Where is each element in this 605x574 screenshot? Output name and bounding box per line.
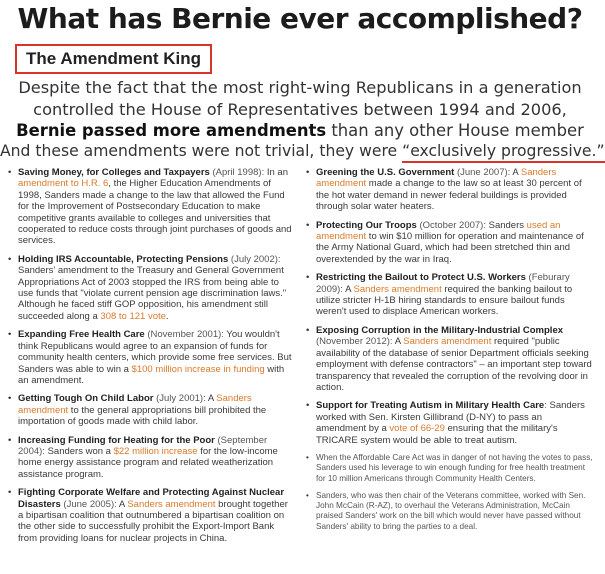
list-item — [8, 487, 295, 544]
list-item — [306, 167, 594, 213]
item-heading: Increasing Funding for Heating for the Poor — [18, 434, 215, 446]
item-text: Sanders worked with Sen. Kirsten Gillibrand (D-NY) to pass an amendment by a — [316, 400, 585, 435]
quote-close: .” — [591, 142, 605, 160]
item-link[interactable]: Sanders amendment — [403, 336, 492, 348]
item-text: made a change to the law so at least 30 percent of the hot water demand in newer federal buildings is provided through solar water heaters. — [316, 178, 582, 213]
bullet-icon: • — [306, 490, 309, 500]
item-text: A — [207, 393, 217, 405]
item-text: In an — [266, 167, 288, 178]
item-heading: Getting Tough On Child Labor — [18, 393, 154, 405]
bullet-icon: • — [306, 324, 310, 336]
item-text: A — [345, 283, 354, 295]
intro-line-4 — [0, 142, 605, 160]
item-link[interactable]: Sanders amendment — [353, 283, 442, 295]
bullet-icon: • — [306, 219, 310, 231]
list-item — [8, 435, 295, 481]
list-item — [306, 272, 594, 318]
item-text: Sanders won a — [47, 445, 114, 457]
item-text: required "public availability of the database of senior Department officials seeking employment with defense contractors" – an important step toward transparency that revealed the corruption of the revolving door in action. — [316, 336, 592, 393]
item-text: required the banking bailout to utilize stricter H-1B hiring standards to ensure bailout funds weren't used to displace American workers. — [316, 283, 573, 318]
list-item — [8, 329, 295, 386]
item-heading: Restricting the Bailout to Protect U.S. Workers — [316, 272, 526, 284]
item-heading: Expanding Free Health Care — [18, 329, 145, 341]
intro-line-3 — [0, 121, 600, 140]
item-date: (November 2012): — [316, 336, 395, 348]
item-link[interactable]: Sanders amendment — [127, 498, 216, 510]
item-text: with an amendment. — [18, 363, 285, 386]
list-item — [306, 325, 594, 393]
list-item — [306, 491, 594, 532]
intro-line-4-pre: And these amendments were not trivial, they were — [0, 142, 403, 160]
bullet-icon: • — [8, 329, 12, 341]
underlined-quote — [402, 142, 604, 163]
item-heading: Saving Money, for Colleges and Taxpayers — [18, 167, 210, 178]
item-date: (Feburary 2009): — [316, 272, 570, 295]
item-link[interactable]: Sanders amendment — [316, 167, 557, 190]
item-text: brought together a bipartisan coalition that outnumbered a bipartisan coalition on the other side to successfully prohibit the Export-Import Bank from providing loans for nuclear projects in China. — [18, 498, 288, 544]
item-text: A — [118, 498, 128, 510]
item-link[interactable]: vote of 66-29 — [389, 423, 445, 435]
item-text: ensuring that the military's TRICARE system would be able to treat autism. — [316, 423, 558, 446]
item-heading: Holding IRS Accountable, Protecting Pensions — [18, 253, 229, 265]
list-item — [306, 453, 594, 484]
quote-open: “ — [402, 142, 411, 160]
item-heading: Protecting Our Troops — [316, 219, 417, 231]
underlined-phrase: exclusively progressive — [410, 142, 592, 160]
page-title: What has Bernie ever accomplished? — [17, 2, 583, 35]
item-link[interactable]: Sanders amendment — [18, 393, 252, 416]
item-date: (October 2007): — [416, 219, 489, 231]
item-text: , the Higher Education Amendments of 1998, Sanders made a change to the law that allowed the Fund for the Improvement of Postsecondary Education to make competitive grants available to colleges and universities that cooperated to reduce costs through joint purchases of goods and services. — [18, 178, 292, 247]
item-date: (July 2002): — [228, 253, 281, 265]
bullet-icon: • — [306, 400, 310, 412]
item-text: Sanders' amendment to the Treasury and General Government Appropriations Act of 2003 stopped the IRS from being able to use funds that "violate current pension age discrimination laws." Although he faced stiff GOP opposition, his amendment still succeeded along a — [18, 265, 287, 322]
left-column — [8, 167, 295, 551]
right-column — [306, 167, 594, 539]
list-item — [8, 393, 295, 427]
bullet-icon: • — [8, 487, 12, 499]
item-text: to the general appropriations bill prohibited the importation of goods made with child labor. — [18, 404, 267, 428]
item-link[interactable]: 308 to 121 vote — [100, 310, 166, 322]
item-heading: Exposing Corruption in the Military-Industrial Complex — [316, 324, 564, 336]
item-text: Sanders — [488, 219, 527, 231]
item-link[interactable]: $22 million increase — [113, 445, 198, 457]
intro-bold-phrase: Bernie passed more amendments — [16, 121, 327, 140]
item-text: A — [394, 336, 404, 348]
item-date: (July 2001): — [153, 393, 208, 405]
item-date: (June 2007): — [454, 167, 513, 178]
bullet-icon: • — [306, 452, 309, 462]
item-heading: Greening the U.S. Government — [316, 167, 455, 178]
item-date: (June 2005): — [60, 498, 119, 510]
item-text: You wouldn't think Republicans would agree to an expansion of funds for community health centers, which provide some free services. But Sanders was able to win a — [18, 329, 292, 375]
list-item — [8, 167, 295, 247]
item-text: When the Affordable Care Act was in danger of not having the votes to pass, Sanders used his leverage to win enough funding for free health treatment for 10 million Americans through Community Health Centers. — [316, 452, 593, 483]
list-item — [306, 220, 594, 266]
item-link[interactable]: $100 million increase in funding — [131, 363, 265, 375]
item-date: : — [544, 400, 550, 412]
bullet-icon: • — [8, 393, 12, 405]
subtitle-boxed: The Amendment King — [15, 44, 212, 74]
bullet-icon: • — [8, 253, 12, 265]
item-link[interactable]: amendment to H.R. 6 — [18, 178, 109, 190]
list-item — [8, 254, 295, 322]
item-text: . — [165, 310, 169, 322]
list-item — [306, 400, 594, 446]
item-date: (April 1998): — [209, 167, 267, 178]
intro-line-1: Despite the fact that the most right-wing Republicans in a generation — [18, 78, 582, 97]
intro-line-3-rest: than any other House member — [326, 121, 584, 140]
item-date: (September 2004): — [18, 434, 268, 457]
bullet-icon: • — [8, 167, 12, 178]
item-heading: Fighting Corporate Welfare and Protecting Against Nuclear Disasters — [18, 487, 285, 510]
item-date: (November 2001): — [144, 329, 227, 341]
item-text: to win $10 million for operation and maintenance of the Army National Guard, which had been stretched thin and overextended by the war in Iraq. — [316, 231, 584, 265]
bullet-icon: • — [8, 434, 12, 446]
bullet-icon: • — [306, 167, 310, 178]
item-heading: Support for Treating Autism in Military Health Care — [316, 400, 545, 412]
intro-line-2: controlled the House of Representatives between 1994 and 2006, — [33, 100, 567, 119]
item-text: A — [512, 167, 521, 178]
item-link[interactable]: used an amendment — [316, 219, 561, 243]
item-text: for the low-income home energy assistance program and related weatherization assistance program. — [18, 445, 278, 480]
bullet-icon: • — [306, 272, 310, 284]
item-text: Sanders, who was then chair of the Veterans committee, worked with Sen. John McCain (R-AZ), to overhaul the Veterans Administration, McCain praised Sanders' work on the bill which would never have passed without Sanders' ability to bring the parties to a deal. — [316, 490, 586, 531]
